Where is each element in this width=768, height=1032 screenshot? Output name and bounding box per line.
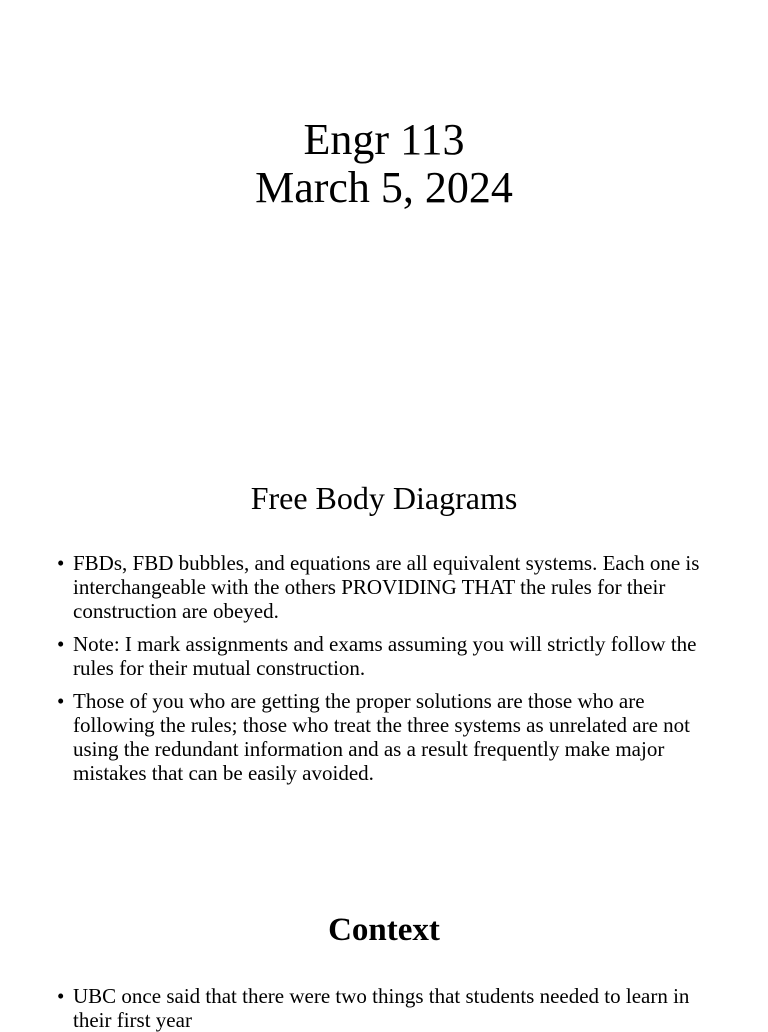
context-bullet-list	[57, 984, 717, 1032]
bullet-text: FBDs, FBD bubbles, and equations are all equivalent systems. Each one is interchangeable with the others PROVIDING THAT the rules for their construction are obeyed.	[73, 551, 700, 623]
lecture-date: March 5, 2024	[255, 163, 513, 212]
bullet-text: UBC once said that there were two things that students needed to learn in their first year	[73, 984, 690, 1032]
list-item	[57, 689, 717, 785]
context-heading: Context	[328, 912, 440, 948]
list-item	[57, 984, 717, 1032]
bullet-text: Those of you who are getting the proper solutions are those who are following the rules; those who treat the three systems as unrelated are not using the redundant information and as a result frequently make major mistakes that can be easily avoided.	[73, 689, 690, 785]
bullet-icon: •	[57, 689, 65, 713]
list-item	[57, 632, 717, 680]
bullet-text: Note: I mark assignments and exams assuming you will strictly follow the rules for their mutual construction.	[73, 632, 697, 680]
fbd-heading: Free Body Diagrams	[250, 480, 518, 516]
bullet-icon: •	[57, 984, 65, 1008]
list-item	[57, 551, 717, 623]
title-slide	[0, 0, 768, 300]
course-title: Engr 113	[303, 115, 465, 164]
title-block	[0, 116, 768, 212]
bullet-icon: •	[57, 551, 65, 575]
bullet-icon: •	[57, 632, 65, 656]
fbd-bullet-list	[57, 551, 717, 785]
